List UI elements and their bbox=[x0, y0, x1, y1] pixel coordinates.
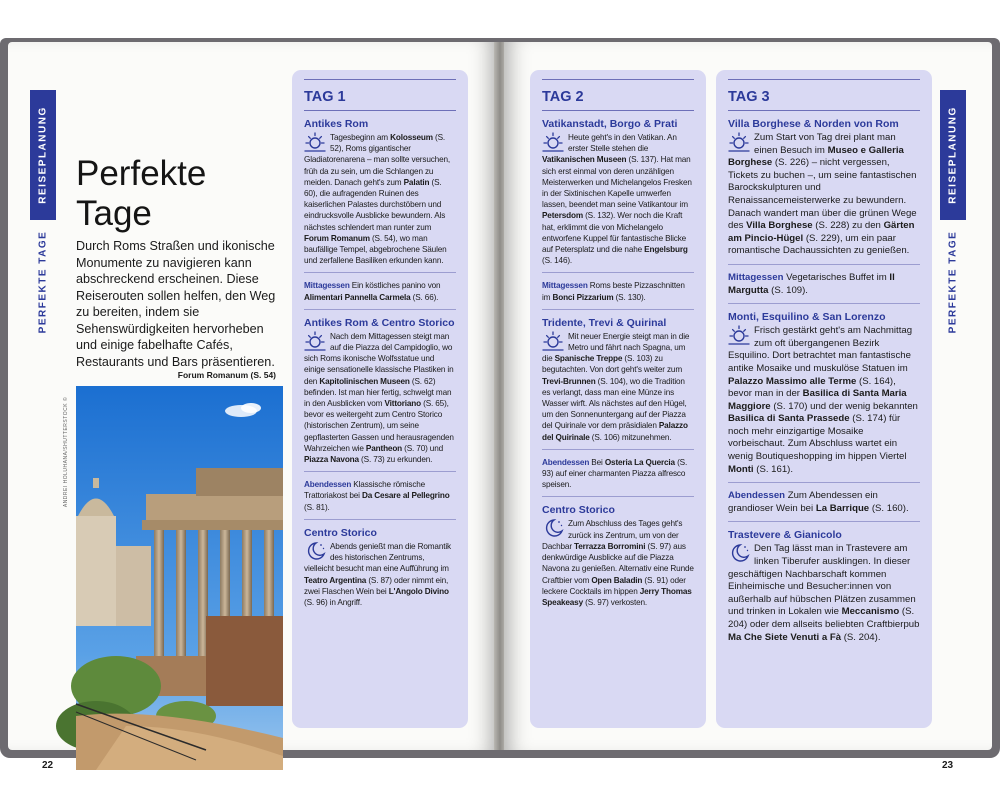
place-name: Engelsburg bbox=[644, 245, 688, 255]
text-run: Tagesbeginn am bbox=[330, 133, 391, 142]
section-body bbox=[304, 280, 456, 302]
photo-credit bbox=[60, 396, 72, 508]
section-tab bbox=[30, 90, 56, 220]
page-number-left: 22 bbox=[42, 760, 54, 771]
section-body bbox=[728, 490, 920, 515]
meal-label: Mittagessen bbox=[728, 271, 784, 283]
text-run: (S. 97) aus denkwürdige Ausblicke auf die Piazza Navona zu genießen. Alternativ eine Runde Craftbier vom bbox=[542, 541, 694, 585]
right-page bbox=[504, 42, 992, 771]
page-number-right: 23 bbox=[942, 760, 954, 771]
text-run: (S. 60), die aufragenden Ruinen des kaiserlichen Palastes durchstöbern und eindrucksvolle Ausblicke bewundern. Als nächstes schlendert man runter zum bbox=[304, 177, 446, 232]
text-run: Klassische römische Trattoriakost bei bbox=[304, 480, 426, 501]
text-run: (S. 87) oder nimmt ein, zwei Flaschen Wein bei bbox=[304, 575, 449, 596]
text-run: Bei bbox=[589, 457, 605, 467]
section-tab bbox=[940, 90, 966, 220]
itinerary-section bbox=[728, 111, 920, 265]
place-name: Villa Borghese bbox=[746, 220, 813, 232]
text-run: (S. 62) befinden. Ist man hier fertig, schwelgt man in den Ausblicken vom bbox=[304, 376, 452, 409]
top-rule bbox=[542, 79, 694, 80]
chapter-label bbox=[943, 232, 963, 332]
section-body bbox=[728, 543, 920, 644]
section-tab-label: REISEPLANUNG bbox=[947, 106, 959, 204]
place-name: Kapitolinischen Museen bbox=[319, 376, 410, 386]
place-name: Palazzo del Quirinale bbox=[542, 421, 688, 442]
meal-label: Mittagessen bbox=[542, 281, 588, 291]
moon-icon bbox=[728, 543, 750, 563]
section-body bbox=[728, 325, 920, 476]
text-run: Vegetarisches Buffet im bbox=[783, 271, 890, 283]
text-run: (S. 103) zu begutachten. Von dort geht's weiter zum bbox=[542, 354, 682, 375]
title-line-1: Perfekte bbox=[76, 154, 207, 193]
itinerary-section bbox=[728, 483, 920, 522]
sun-icon bbox=[728, 325, 750, 345]
text-run: (S. 106) mitzunehmen. bbox=[589, 432, 672, 442]
section-title: Trastevere & Gianicolo bbox=[728, 529, 842, 542]
itinerary-section bbox=[304, 520, 456, 614]
section-title: Monti, Esquilino & San Lorenzo bbox=[728, 311, 886, 324]
text-run: (S. 73) zu erkunden. bbox=[358, 455, 433, 465]
text-run: Roms beste Pizzaschnitten im bbox=[542, 281, 685, 302]
title-line-2: Tage bbox=[76, 194, 152, 233]
place-name: Bonci Pizzarium bbox=[552, 292, 614, 302]
text-run: (S. 226) – nicht vergessen, Tickets zu buchen –, um seine fantastischen Barockskulpturen und Renaissancemeisterwerke zu bewundern. Danach wandert man über die grünen Wege des bbox=[728, 157, 917, 232]
section-title: Tridente, Trevi & Quirinal bbox=[542, 316, 667, 329]
top-rule bbox=[728, 79, 920, 80]
place-name: L'Angolo Divino bbox=[388, 586, 449, 596]
meal-label: Mittagessen bbox=[304, 281, 350, 291]
text-run: (S. 164), bevor man in der bbox=[728, 375, 896, 400]
text-run: (S. 137). Hat man sich erst einmal von deren unzähligen Meisterwerken und Michelangelos Fresken in der Sixtinischen Kapelle umwerfen lassen, beendet man seine Vatikantour im bbox=[542, 155, 692, 210]
place-name: Spanische Treppe bbox=[554, 354, 623, 364]
text-run: (S. 93) auf einer charmanten Piazza alfresco speisen. bbox=[542, 457, 688, 490]
place-name: Terrazza Borromini bbox=[574, 541, 646, 551]
section-body bbox=[542, 457, 694, 491]
meal-label: Abendessen bbox=[728, 490, 786, 502]
text-run: (S. 96) in Angriff. bbox=[304, 597, 362, 607]
section-body bbox=[304, 479, 456, 513]
text-run: (S. 130). bbox=[613, 292, 646, 302]
photo-credit-text: ANDREI HOLUHANA/SHUTTERSTOCK © bbox=[63, 396, 69, 508]
text-run: (S. 161). bbox=[753, 463, 794, 475]
section-title: Antikes Rom & Centro Storico bbox=[304, 316, 455, 329]
text-run: Zum Abendessen ein grandioser Wein bei bbox=[728, 490, 878, 514]
place-name: Gärten am Pincio-Hügel bbox=[728, 220, 915, 244]
intro-text: Durch Roms Straßen und ikonische Monumente zu navigieren kann abschreckend erscheinen. Diese Reiserouten sollen helfen, den Weg zu bereiten, indem sie Sehenswürdigkeiten hervorheben und einige fabelhafte Cafés, Restaurants und Bars präsentieren. bbox=[76, 239, 276, 369]
itinerary-section bbox=[728, 265, 920, 304]
text-run: (S. 204) oder dem allseits beliebten Craftbierpub bbox=[728, 606, 920, 630]
section-title: Antikes Rom bbox=[304, 118, 369, 130]
text-run: (S. 146). bbox=[542, 256, 573, 266]
section-body bbox=[728, 272, 920, 297]
sun-icon bbox=[542, 132, 564, 152]
section-title: Vatikanstadt, Borgo & Prati bbox=[542, 118, 678, 130]
place-name: Il Margutta bbox=[728, 271, 895, 296]
text-run: (S. 66). bbox=[410, 292, 439, 302]
place-name: Basilica di Santa Maria Maggiore bbox=[728, 388, 907, 412]
text-run: (S. 65), bevor es weitergeht zum Centro Storico (historischen Zentrum), um seine gepflasterten Gassen und herausragenden Wahrzeichen wie bbox=[304, 399, 454, 453]
chapter-label-text: PERFEKTE TAGE bbox=[37, 230, 49, 334]
text-run: (S. 70) und bbox=[402, 443, 444, 453]
sun-icon bbox=[728, 132, 750, 152]
place-name: Kolosseum bbox=[390, 133, 433, 142]
text-run: (S. 228) zu den bbox=[812, 220, 884, 232]
text-run: (S. 170) und der wenig bekannten bbox=[770, 400, 918, 412]
place-name: Osteria La Quercia bbox=[604, 457, 675, 467]
day-sections bbox=[542, 111, 694, 614]
sun-icon bbox=[542, 331, 564, 351]
place-name: Ma Che Siete Venuti a Fà bbox=[728, 631, 842, 643]
day-sections bbox=[304, 111, 456, 614]
text-run: Abends genießt man die Romantik des historischen Zentrums, vielleicht besucht man eine Aufführung im bbox=[304, 541, 451, 574]
top-rule bbox=[304, 79, 456, 80]
day-title: TAG 1 bbox=[304, 89, 346, 105]
section-body bbox=[542, 331, 694, 443]
day-title: TAG 2 bbox=[542, 89, 584, 105]
section-body bbox=[304, 331, 456, 465]
day-sections bbox=[728, 111, 920, 650]
text-run: Zum Abschluss des Tages geht's zurück ins Zentrum, um von der Dachbar bbox=[542, 519, 683, 551]
text-run: (S. 54), wo man baufällige Tempel, abgebrochene Säulen und zerfallene Basiliken erkunden kann. bbox=[304, 233, 447, 266]
itinerary-section bbox=[304, 310, 456, 472]
itinerary-section bbox=[542, 497, 694, 614]
chapter-label-text: PERFEKTE TAGE bbox=[947, 230, 959, 334]
place-name: Pantheon bbox=[365, 443, 403, 453]
place-name: Meccanismo bbox=[841, 606, 900, 618]
sun-icon bbox=[304, 132, 326, 152]
page-title bbox=[76, 154, 206, 234]
section-body bbox=[304, 132, 456, 266]
place-name: La Barrique bbox=[815, 502, 870, 514]
place-name: Jerry Thomas Speakeasy bbox=[542, 586, 692, 607]
moon-icon bbox=[542, 518, 564, 538]
meal-label: Abendessen bbox=[542, 457, 590, 467]
text-run: (S. 52), Roms gigantischer Gladiatorenarena – man sollte versuchen, früh da zu sein, um die Schlangen zu meiden. Danach geht's zum bbox=[304, 133, 451, 187]
text-run: (S. 109). bbox=[768, 284, 808, 296]
section-body bbox=[542, 280, 694, 302]
section-body bbox=[728, 132, 920, 258]
section-title: Centro Storico bbox=[542, 504, 615, 517]
place-name: Forum Romanum bbox=[304, 233, 370, 243]
itinerary-section bbox=[542, 310, 694, 450]
forum-romanum-photo bbox=[76, 386, 283, 770]
chapter-label bbox=[33, 232, 53, 332]
meal-label: Abendessen bbox=[304, 480, 352, 490]
place-name: Basilica di Santa Prassede bbox=[728, 413, 850, 425]
itinerary-section bbox=[304, 472, 456, 520]
day-card-1 bbox=[292, 70, 468, 728]
section-body bbox=[304, 541, 456, 608]
text-run: Zum Start von Tag drei plant man einen Besuch im bbox=[754, 132, 896, 156]
place-name: Palazzo Massimo alle Terme bbox=[728, 375, 857, 387]
text-run: (S. 204). bbox=[841, 631, 881, 643]
itinerary-section bbox=[304, 111, 456, 273]
text-run: (S. 81). bbox=[304, 502, 330, 512]
place-name: Open Baladin bbox=[591, 575, 643, 585]
itinerary-section bbox=[728, 304, 920, 483]
text-run: Heute geht's in den Vatikan. An erster Stelle stehen die bbox=[568, 133, 677, 154]
place-name: Palatin bbox=[403, 177, 430, 187]
text-run: (S. 229), um ein paar romantische Dachaussichten zu genießen. bbox=[728, 232, 910, 257]
place-name: Piazza Navona bbox=[304, 455, 359, 465]
day-card-2 bbox=[530, 70, 706, 728]
text-run: Frisch gestärkt geht's am Nachmittag zum oft übergangenen Bezirk Esquilino. Dort betrachtet man fantastische antike Mosaike und muskulöse Statuen im bbox=[728, 325, 913, 374]
text-run: (S. 132). Wer noch die Kraft hat, erklimmt die von Michelangelo entworfene Kuppel für fantastische Blicke auf Petersplatz und die nahe bbox=[542, 211, 687, 255]
text-run: Ein köstliches panino von bbox=[349, 281, 441, 291]
section-tab-label: REISEPLANUNG bbox=[37, 106, 49, 204]
section-body bbox=[542, 132, 694, 266]
text-run: Mit neuer Energie steigt man in die Metro und fährt nach Spagna, um die bbox=[542, 331, 690, 364]
text-run: (S. 160). bbox=[869, 502, 909, 514]
day-title: TAG 3 bbox=[728, 89, 770, 105]
itinerary-section bbox=[728, 522, 920, 650]
place-name: Da Cesare al Pellegrino bbox=[361, 491, 450, 501]
sun-icon bbox=[304, 331, 326, 351]
text-run: Den Tag lässt man in Trastevere am linken Tiberufer ausklingen. In dieser geschäftigen Nachbarschaft kommen Einheimische und Besucher:innen von außerhalb auf hübschen Plätzen zusammen und trinken in Lokalen wie bbox=[728, 543, 916, 618]
section-title: Villa Borghese & Norden von Rom bbox=[728, 118, 899, 130]
place-name: Vatikanischen Museen bbox=[542, 155, 627, 165]
text-run: (S. 104), wo die Tradition es verlangt, dass man eine Münze ins Wasser wirft. Als nächstes auf den Hügel, um den Sonnenuntergang auf der Piazza del Quirinale vor dem präsidialen bbox=[542, 376, 687, 431]
text-run: (S. 97) verkosten. bbox=[583, 597, 648, 607]
section-body bbox=[542, 518, 694, 608]
text-run: Nach dem Mittagessen steigt man auf die Piazza del Campidoglio, wo sich Roms ikonische Wolfsstatue und einige sensationelle klassische Plastiken in den bbox=[304, 331, 454, 386]
place-name: Vittoriano bbox=[384, 399, 422, 409]
itinerary-section bbox=[542, 450, 694, 498]
place-name: Trevi-Brunnen bbox=[542, 376, 596, 386]
day-card-3 bbox=[716, 70, 932, 728]
photo-caption: Forum Romanum (S. 54) bbox=[177, 370, 276, 380]
itinerary-section bbox=[542, 111, 694, 273]
section-title: Centro Storico bbox=[304, 526, 377, 539]
place-name: Museo e Galleria Borghese bbox=[728, 144, 904, 169]
itinerary-section bbox=[542, 273, 694, 309]
left-page bbox=[8, 42, 496, 771]
text-run: (S. 174) für noch mehr einzigartige Mosaike vorbeischaut. Zum Abschluss wartet ein wenig Boutiqueshopping im hippen Viertel bbox=[728, 413, 907, 463]
itinerary-section bbox=[304, 273, 456, 309]
place-name: Alimentari Pannella Carmela bbox=[304, 292, 411, 302]
text-run: (S. 91) oder leckere Cocktails im hippen bbox=[542, 575, 686, 596]
moon-icon bbox=[304, 541, 326, 561]
place-name: Monti bbox=[728, 463, 754, 475]
place-name: Teatro Argentina bbox=[304, 575, 367, 585]
place-name: Petersdom bbox=[542, 211, 583, 221]
